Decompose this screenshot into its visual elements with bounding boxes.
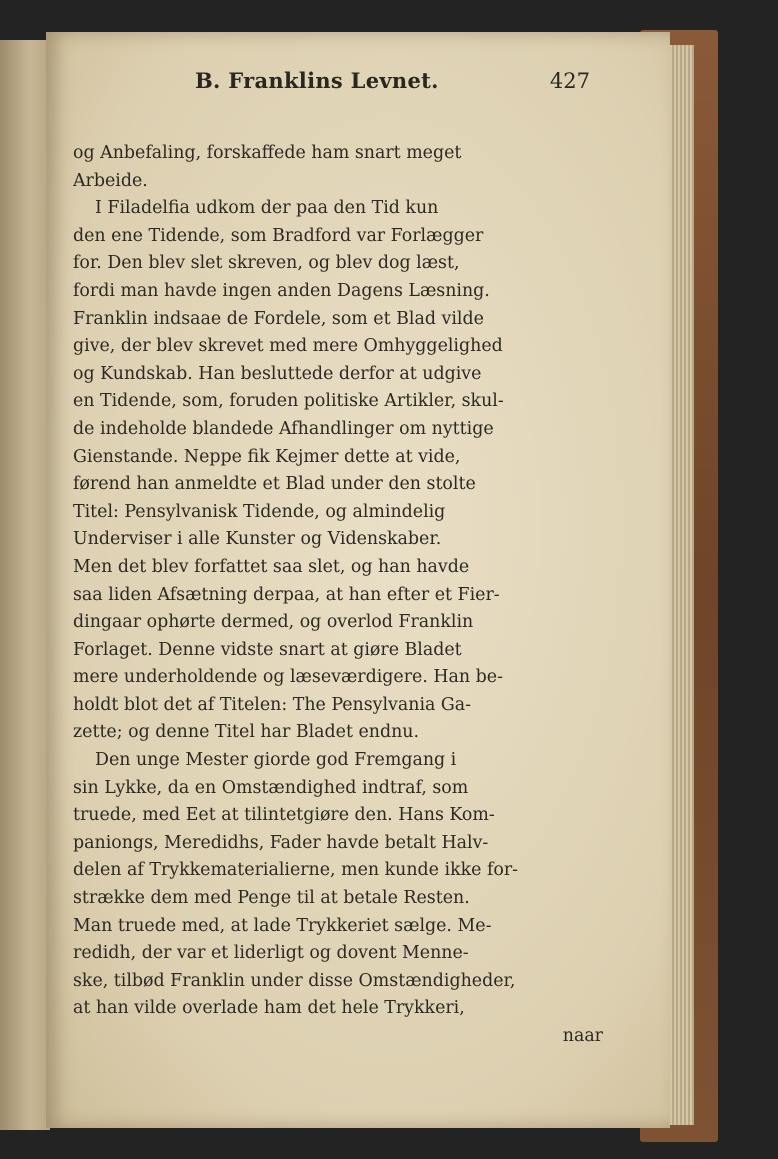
- text-line: holdt blot det af Titelen: The Pensylvania Ga-: [73, 694, 472, 715]
- text-line: Forlaget. Denne vidste snart at giøre Bladet: [73, 639, 462, 660]
- text-line: og Anbefaling, forskaffede ham snart meget: [73, 143, 462, 163]
- text-line: den ene Tidende, som Bradford var Forlægger: [73, 225, 484, 246]
- running-title: B. Franklins Levnet.: [195, 68, 439, 93]
- page-header: [195, 68, 590, 93]
- text-line: Gienstande. Neppe fik Kejmer dette at vide,: [73, 446, 461, 467]
- text-line: Den unge Mester giorde god Fremgang i: [95, 750, 457, 771]
- page-number: 427: [549, 69, 590, 93]
- text-line: zette; og denne Titel har Bladet endnu.: [73, 722, 420, 743]
- body-text: [73, 140, 603, 1051]
- text-line: Underviser i alle Kunster og Videnskaber.: [73, 529, 442, 550]
- text-line: delen af Trykkematerialierne, men kunde ikke for-: [73, 860, 519, 881]
- text-line: Men det blev forfattet saa slet, og han havde: [73, 556, 470, 577]
- catchword: naar: [562, 1026, 603, 1046]
- text-line: I Filadelfia udkom der paa den Tid kun: [95, 198, 439, 219]
- text-line: strække dem med Penge til at betale Resten.: [73, 888, 470, 909]
- text-line: førend han anmeldte et Blad under den stolte: [73, 474, 476, 495]
- text-line: give, der blev skrevet med mere Omhyggelighed: [73, 336, 503, 357]
- text-line: at han vilde overlade ham det hele Trykkeri,: [73, 998, 465, 1019]
- text-line: Titel: Pensylvanisk Tidende, og almindelig: [73, 501, 446, 522]
- text-line: redidh, der var et liderligt og dovent Menne-: [73, 943, 469, 964]
- text-line: truede, med Eet at tilintetgiøre den. Hans Kom-: [73, 805, 495, 826]
- text-line: Man truede med, at lade Trykkeriet sælge. Me-: [73, 915, 492, 936]
- text-line: paniongs, Meredidhs, Fader havde betalt Halv-: [73, 832, 489, 853]
- text-line: fordi man havde ingen anden Dagens Læsning.: [73, 280, 490, 301]
- text-line: sin Lykke, da en Omstændighed indtraf, som: [73, 777, 469, 798]
- text-line: dingaar ophørte dermed, og overlod Franklin: [73, 612, 474, 633]
- left-page-edge: [0, 40, 50, 1130]
- text-line: de indeholde blandede Afhandlinger om nyttige: [73, 418, 494, 439]
- text-line: saa liden Afsætning derpaa, at han efter et Fier-: [73, 584, 500, 605]
- text-line: en Tidende, som, foruden politiske Artikler, skul-: [73, 391, 504, 412]
- text-line: for. Den blev slet skreven, og blev dog læst,: [73, 253, 460, 274]
- text-line: ske, tilbød Franklin under disse Omstændigheder,: [73, 970, 516, 991]
- text-line: Arbeide.: [73, 170, 148, 191]
- text-line: mere underholdende og læseværdigere. Han be-: [73, 667, 503, 688]
- text-line: og Kundskab. Han besluttede derfor at udgive: [73, 363, 482, 384]
- text-line: Franklin indsaae de Fordele, som et Blad vilde: [73, 308, 484, 329]
